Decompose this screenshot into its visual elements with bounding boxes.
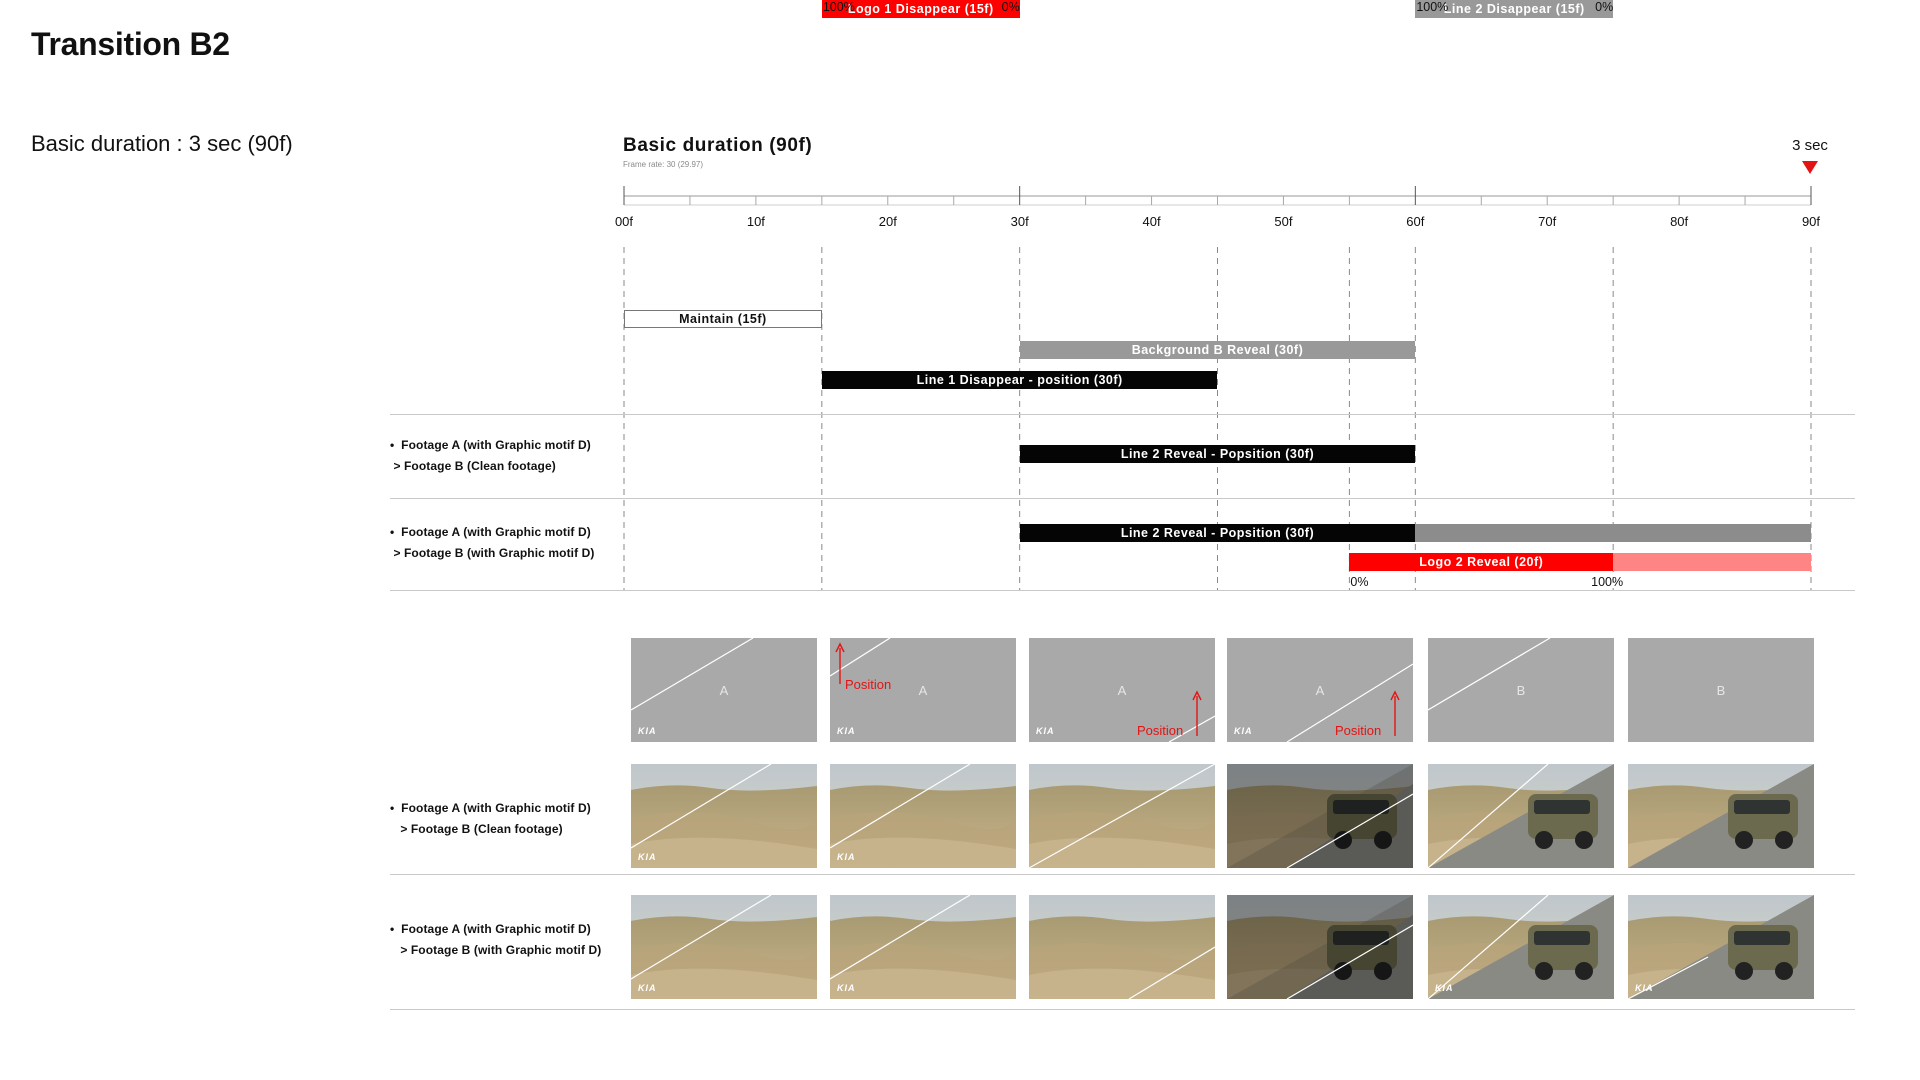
kia-logo-icon: KIA bbox=[837, 852, 856, 862]
row-note-line1: Footage A (with Graphic motif D) bbox=[401, 525, 591, 539]
row-note-motif: • Footage A (with Graphic motif D) > Footage B (with Graphic motif D) bbox=[390, 525, 595, 560]
footage-frame bbox=[1227, 764, 1413, 868]
tick-label: 10f bbox=[746, 214, 765, 229]
timeline-bar: Line 1 Disappear - position (30f) bbox=[822, 371, 1218, 389]
position-label: Position bbox=[845, 677, 892, 692]
page-title: Transition B2 bbox=[31, 26, 230, 62]
divider bbox=[390, 498, 1855, 499]
frame-image bbox=[631, 895, 817, 999]
frame-image bbox=[1628, 764, 1814, 868]
divider bbox=[390, 1009, 1855, 1010]
kia-logo-icon: KIA bbox=[837, 983, 856, 993]
frame-rate-note: Frame rate: 30 (29.97) bbox=[623, 160, 704, 169]
frame-image bbox=[1029, 895, 1215, 999]
kia-logo-icon: KIA bbox=[1435, 983, 1454, 993]
footage-letter: A bbox=[1315, 682, 1325, 698]
row-note-clean: • Footage A (with Graphic motif D) > Footage B (Clean footage) bbox=[390, 438, 591, 473]
percent-label: 0% bbox=[1350, 575, 1369, 589]
timeline-bar bbox=[1415, 524, 1811, 542]
storyboard-note-clean: • Footage A (with Graphic motif D) > Footage B (Clean footage) bbox=[390, 801, 591, 836]
percent-label: 0% bbox=[1595, 0, 1614, 14]
schematic-frame bbox=[1029, 638, 1215, 742]
row-note-line1: Footage A (with Graphic motif D) bbox=[401, 922, 591, 936]
frame-image bbox=[1227, 895, 1413, 999]
footage-letter: B bbox=[1716, 682, 1726, 698]
frame-image bbox=[830, 764, 1016, 868]
schematic-frame bbox=[1428, 638, 1614, 742]
timeline-bar: Logo 1 Disappear (15f) bbox=[822, 0, 1020, 18]
frame-image bbox=[1227, 764, 1413, 868]
schematic-frame bbox=[1628, 638, 1814, 742]
footage-frame bbox=[631, 764, 817, 868]
kia-logo-icon: KIA bbox=[1036, 726, 1055, 736]
footage-letter: A bbox=[918, 682, 928, 698]
footage-letter: A bbox=[1117, 682, 1127, 698]
tick-label: 90f bbox=[1801, 214, 1821, 229]
tick-label: 50f bbox=[1274, 214, 1293, 229]
timeline-bar: Maintain (15f) bbox=[624, 310, 822, 328]
frame-image bbox=[1428, 764, 1614, 868]
schematic-frame bbox=[1227, 638, 1413, 742]
footage-letter: A bbox=[719, 682, 729, 698]
divider bbox=[390, 590, 1855, 591]
timeline-bar: Line 2 Reveal - Popsition (30f) bbox=[1020, 524, 1416, 542]
timeline-bar: Background B Reveal (30f) bbox=[1020, 341, 1416, 359]
position-label: Position bbox=[1137, 723, 1184, 738]
frame-image bbox=[1029, 764, 1215, 868]
position-label: Position bbox=[1335, 723, 1382, 738]
row-note-line2: > Footage B (Clean footage) bbox=[400, 822, 563, 836]
timeline-bar: Line 2 Disappear (15f) bbox=[1415, 0, 1613, 18]
kia-logo-icon: KIA bbox=[1234, 726, 1253, 736]
percent-label: 100% bbox=[1591, 575, 1624, 589]
footage-frame bbox=[830, 895, 1016, 999]
footage-frame bbox=[830, 764, 1016, 868]
row-note-line2: > Footage B (Clean footage) bbox=[393, 459, 556, 473]
footage-frame bbox=[1428, 764, 1614, 868]
footage-frame bbox=[1628, 764, 1814, 868]
footage-letter: B bbox=[1516, 682, 1526, 698]
timeline-bar bbox=[1613, 553, 1811, 571]
footage-frame bbox=[1029, 895, 1215, 999]
percent-label: 100% bbox=[822, 0, 855, 14]
footage-frame bbox=[1428, 895, 1614, 999]
tick-label: 80f bbox=[1670, 214, 1689, 229]
footage-frame bbox=[1029, 764, 1215, 868]
schematic-frame bbox=[830, 638, 1016, 742]
storyboard-note-motif: • Footage A (with Graphic motif D) > Footage B (with Graphic motif D) bbox=[390, 922, 602, 957]
row-note-line2: > Footage B (with Graphic motif D) bbox=[400, 943, 602, 957]
row-note-line1: Footage A (with Graphic motif D) bbox=[401, 801, 591, 815]
divider bbox=[390, 414, 1855, 415]
kia-logo-icon: KIA bbox=[638, 983, 657, 993]
basic-duration-label: Basic duration : 3 sec (90f) bbox=[31, 131, 293, 156]
timeline-title: Basic duration (90f) bbox=[623, 135, 813, 156]
kia-logo-icon: KIA bbox=[638, 852, 657, 862]
frame-image bbox=[830, 895, 1016, 999]
frame-image bbox=[1428, 895, 1614, 999]
tick-label: 70f bbox=[1538, 214, 1557, 229]
tick-label: 60f bbox=[1406, 214, 1425, 229]
footage-frame bbox=[1628, 895, 1814, 999]
percent-label: 100% bbox=[1416, 0, 1449, 14]
row-note-line1: Footage A (with Graphic motif D) bbox=[401, 438, 591, 452]
kia-logo-icon: KIA bbox=[837, 726, 856, 736]
tick-label: 20f bbox=[878, 214, 897, 229]
kia-logo-icon: KIA bbox=[1635, 983, 1654, 993]
divider bbox=[390, 874, 1855, 875]
tick-label: 30f bbox=[1010, 214, 1029, 229]
end-time-label: 3 sec bbox=[1792, 137, 1828, 154]
timeline-bar: Logo 2 Reveal (20f) bbox=[1349, 553, 1613, 571]
footage-frame bbox=[1227, 895, 1413, 999]
schematic-frame bbox=[631, 638, 817, 742]
tick-label: 00f bbox=[614, 214, 634, 229]
row-note-line2: > Footage B (with Graphic motif D) bbox=[393, 546, 595, 560]
kia-logo-icon: KIA bbox=[638, 726, 657, 736]
percent-label: 0% bbox=[1001, 0, 1020, 14]
frame-image bbox=[1628, 895, 1814, 999]
footage-frame bbox=[631, 895, 817, 999]
tick-label: 40f bbox=[1142, 214, 1161, 229]
timeline-bar: Line 2 Reveal - Popsition (30f) bbox=[1020, 445, 1416, 463]
frame-image bbox=[631, 764, 817, 868]
